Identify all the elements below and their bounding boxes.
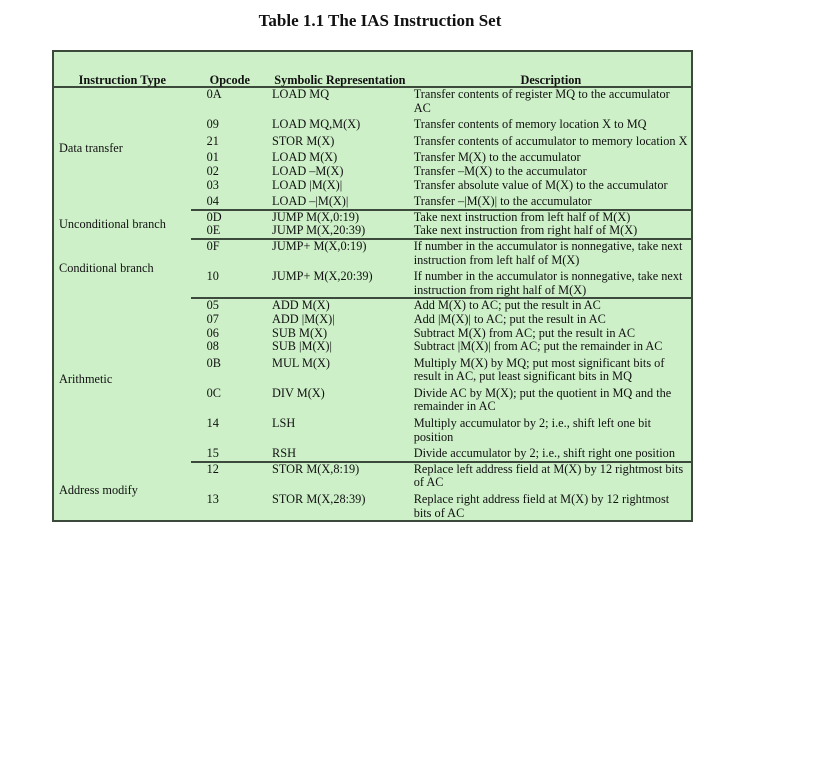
opcode-cell: 09 [206, 117, 219, 132]
header-instruction-type: Instruction Type [53, 51, 191, 87]
symbolic-cell: LOAD MQ,M(X) [272, 117, 361, 132]
instruction-type-cell: Data transfer [59, 141, 123, 156]
table-row [53, 87, 692, 115]
symbolic-cell: LOAD MQ [272, 87, 330, 101]
description-cell: Multiply accumulator by 2; i.e., shift left one bit position [413, 416, 652, 444]
description-cell: Replace left address field at M(X) by 12 rightmost bits of AC [413, 461, 684, 490]
symbolic-cell: LSH [272, 416, 296, 431]
description-cell: Transfer contents of register MQ to the accumulator AC [413, 87, 670, 115]
opcode-cell: 01 [206, 150, 219, 165]
opcode-cell: 04 [191, 192, 269, 210]
opcode-cell: 07 [206, 311, 219, 326]
description-cell: Subtract M(X) from AC; put the result in AC [413, 325, 636, 340]
description-cell: Take next instruction from right half of M(X) [411, 224, 692, 239]
description-cell: Take next instruction from left half of M(X) [413, 209, 631, 224]
opcode-cell: 12 [206, 461, 219, 476]
opcode-cell: 0C [206, 385, 221, 400]
symbolic-cell: JUMP+ M(X,0:19) [272, 238, 367, 253]
opcode-cell: 03 [206, 177, 219, 192]
table-row [53, 298, 692, 313]
symbolic-cell: LOAD M(X) [272, 150, 338, 165]
symbolic-cell: MUL M(X) [272, 355, 330, 370]
symbolic-cell: ADD |M(X)| [272, 311, 335, 326]
symbolic-cell: STOR M(X,28:39) [269, 490, 411, 521]
opcode-cell: 0B [206, 355, 221, 370]
instruction-type-cell: Arithmetic [59, 372, 113, 387]
description-cell: Transfer contents of memory location X to MQ [413, 117, 647, 132]
symbolic-cell: LOAD –|M(X)| [269, 192, 411, 210]
opcode-cell: 10 [191, 267, 269, 298]
description-cell: If number in the accumulator is nonnegative, take next instruction from left half of M(X) [413, 238, 683, 267]
table-title: Table 1.1 The IAS Instruction Set [258, 11, 502, 30]
instruction-type-cell: Conditional branch [59, 260, 154, 275]
header-symbolic: Symbolic Representation [269, 51, 411, 87]
description-cell: Multiply M(X) by MQ; put most significant bits of result in AC, put least significant bits in MQ [413, 355, 665, 384]
symbolic-cell: SUB M(X) [272, 325, 328, 340]
description-cell: If number in the accumulator is nonnegative, take next instruction from right half of M(X) [411, 267, 692, 298]
table-row [53, 239, 692, 267]
table-row [53, 210, 692, 225]
opcode-cell: 14 [206, 416, 219, 431]
description-cell: Transfer –M(X) to the accumulator [413, 163, 587, 178]
symbolic-cell: JUMP+ M(X,20:39) [269, 267, 411, 298]
opcode-cell: 0E [191, 224, 269, 239]
description-cell: Subtract |M(X)| from AC; put the remainder in AC [413, 339, 663, 354]
description-cell: Add M(X) to AC; put the result in AC [413, 298, 601, 313]
symbolic-cell: ADD M(X) [272, 298, 330, 313]
table-body [53, 87, 692, 521]
symbolic-cell: RSH [269, 444, 411, 462]
description-cell: Transfer –|M(X)| to the accumulator [411, 192, 692, 210]
header-description: Description [411, 51, 692, 87]
header-row [53, 51, 692, 87]
description-cell: Divide AC by M(X); put the quotient in MQ and the remainder in AC [413, 385, 672, 414]
description-cell: Add |M(X)| to AC; put the result in AC [413, 311, 606, 326]
instruction-set-table [52, 50, 693, 522]
description-cell: Replace right address field at M(X) by 12 rightmost bits of AC [411, 490, 692, 521]
symbolic-cell: LOAD –M(X) [272, 163, 344, 178]
description-cell: Transfer absolute value of M(X) to the accumulator [413, 177, 668, 192]
table-row [53, 462, 692, 490]
symbolic-cell: JUMP M(X,0:19) [272, 209, 360, 224]
symbolic-cell: STOR M(X) [272, 133, 335, 148]
header-opcode: Opcode [191, 51, 269, 87]
opcode-cell: 15 [191, 444, 269, 462]
description-cell: Transfer contents of accumulator to memory location X [413, 133, 688, 148]
opcode-cell: 05 [206, 298, 219, 313]
instruction-type-cell: Unconditional branch [59, 216, 166, 231]
opcode-cell: 0F [206, 238, 220, 253]
description-cell: Transfer M(X) to the accumulator [413, 150, 581, 165]
instruction-type-cell: Address modify [59, 483, 138, 498]
description-cell: Divide accumulator by 2; i.e., shift right one position [411, 444, 692, 462]
opcode-cell: 06 [206, 325, 219, 340]
opcode-cell: 0D [206, 209, 222, 224]
symbolic-cell: STOR M(X,8:19) [272, 461, 360, 476]
symbolic-cell: DIV M(X) [272, 385, 325, 400]
symbolic-cell: LOAD |M(X)| [272, 177, 343, 192]
opcode-cell: 21 [206, 133, 219, 148]
opcode-cell: 02 [206, 163, 219, 178]
symbolic-cell: JUMP M(X,20:39) [269, 224, 411, 239]
opcode-cell: 0A [206, 87, 222, 101]
opcode-cell: 13 [191, 490, 269, 521]
symbolic-cell: SUB |M(X)| [272, 339, 332, 354]
opcode-cell: 08 [206, 339, 219, 354]
